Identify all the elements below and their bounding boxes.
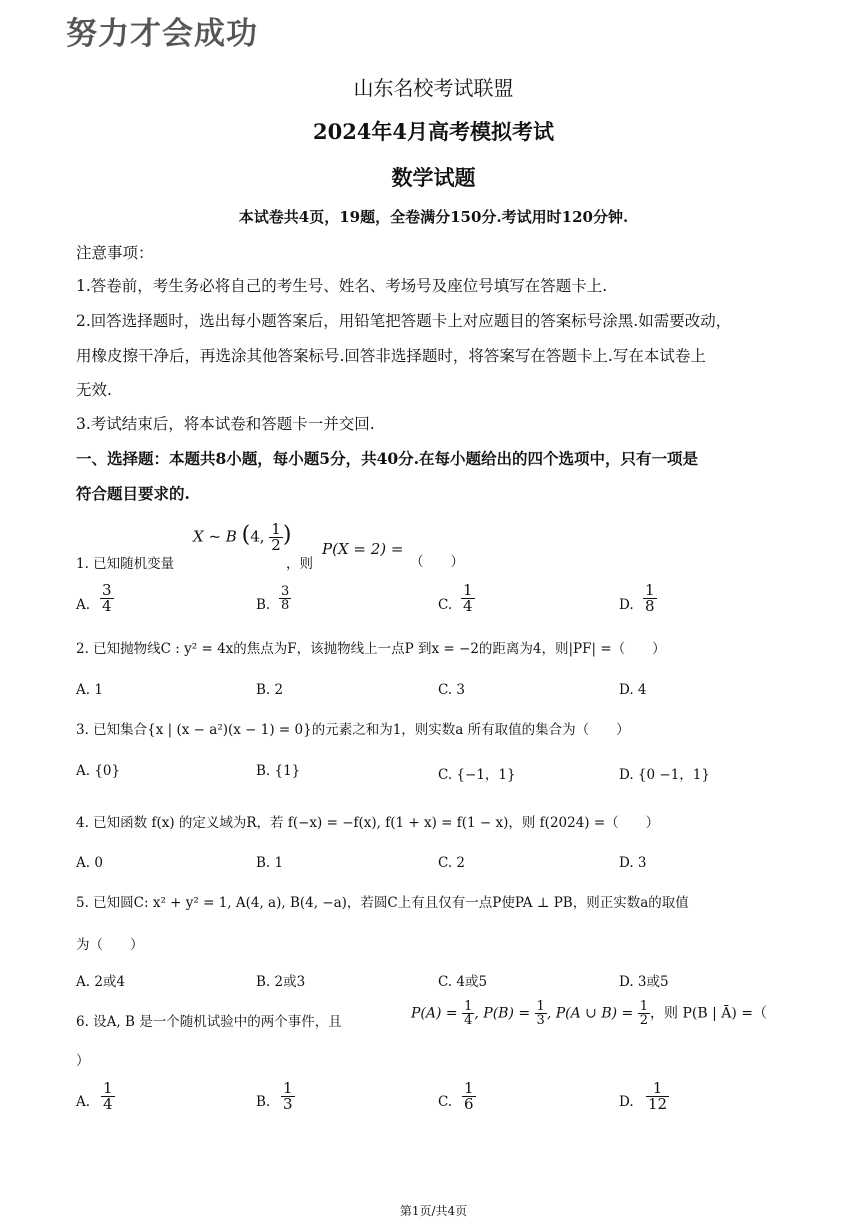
notice-item-2-end: 无效.	[76, 381, 112, 399]
q6-option-b-letter: B.	[256, 1094, 271, 1110]
q6-option-d-num: 1	[646, 1081, 669, 1097]
q4-option-a: A. 0	[76, 855, 103, 871]
section-heading-cont: 符合题目要求的.	[76, 484, 190, 503]
notice-item-1: 1.答卷前，考生务必将自己的考生号、姓名、考场号及座位号填写在答题卡上.	[76, 277, 608, 295]
q3-option-c: C. {−1，1}	[438, 767, 516, 783]
q6-tail: ，则 P(B | Ā) =（	[650, 1005, 768, 1022]
q2-option-d: D. 4	[619, 682, 647, 698]
q1-option-a-letter: A.	[76, 597, 91, 613]
exam-info: 本试卷共4页，19题，全卷满分150分.考试用时120分钟.	[238, 208, 629, 226]
q6-f3-den: 2	[639, 1013, 649, 1028]
page-footer: 第1页/共4页	[399, 1204, 468, 1218]
exam-title: 2024年4月高考模拟考试	[312, 119, 555, 144]
q3-option-b: B. {1}	[256, 763, 301, 779]
q4-option-b: B. 1	[256, 855, 284, 871]
q6-option-b-num: 1	[283, 1079, 293, 1097]
watermark-text: 努力才会成功	[66, 16, 258, 52]
q6-f2-num: 1	[536, 999, 545, 1014]
q4-option-d: D. 3	[619, 855, 647, 871]
q1-option-b-den: 8	[281, 598, 290, 613]
notice-item-3: 3.考试结束后，将本试卷和答题卡一并交回.	[76, 415, 375, 433]
notice-item-2-cont: 用橡皮擦干净后，再选涂其他答案标号.回答非选择题时，将答案写在答题卡上.写在本试卷上	[76, 347, 706, 365]
q6-pa: P(A) =	[411, 1005, 458, 1022]
q1-option-d-den: 8	[645, 597, 655, 615]
q3-option-a: A. {0}	[76, 763, 121, 779]
q2-option-a: A. 1	[76, 682, 103, 698]
q6-option-c-letter: C.	[438, 1094, 453, 1110]
q5-text-cont: 为（ ）	[76, 937, 144, 953]
q3-option-d: D. {0 −1，1}	[619, 767, 710, 783]
q6-f3-num: 1	[639, 999, 649, 1014]
q2-text: 2. 已知抛物线C : y² = 4x的焦点为F，该抛物线上一点P 到x = −2的距离为4，则|PF| =（ ）	[76, 641, 666, 657]
q1-frac-den: 2	[271, 536, 281, 554]
q6-pu: , P(A ∪ B) =	[546, 1005, 634, 1022]
q6-f1-den: 4	[464, 1013, 473, 1028]
q1-option-a-num: 3	[102, 581, 112, 599]
q1-option-a-den: 4	[102, 597, 112, 615]
q6-pb: , P(B) =	[474, 1005, 531, 1022]
q2-option-b: B. 2	[256, 682, 284, 698]
q5-text: 5. 已知圆C: x² + y² = 1, A(4, a), B(4, −a)，若圆C上有且仅有一点P使PA ⊥ PB，则正实数a的取值	[76, 895, 689, 911]
q6-f2-den: 3	[536, 1013, 545, 1028]
notice-item-2: 2.回答选择题时，选出每小题答案后，用铅笔把答题卡上对应题目的答案标号涂黑.如需要改动，	[76, 312, 732, 330]
q1-prob: P(X = 2) =	[322, 540, 404, 558]
q6-option-a-den: 4	[103, 1095, 113, 1113]
q1-option-c-num: 1	[463, 581, 473, 599]
q6-f1-num: 1	[464, 999, 473, 1014]
q6-option-c-den: 6	[464, 1095, 474, 1113]
section-heading: 一、选择题：本题共8小题，每小题5分，共40分.在每小题给出的四个选项中，只有一项是	[76, 449, 699, 468]
q5-option-b: B. 2或3	[256, 974, 306, 990]
q1-frac-num: 1	[271, 520, 281, 538]
q1-option-d-letter: D.	[619, 597, 634, 613]
q1-text: 1. 已知随机变量	[76, 556, 175, 572]
q1-option-b-letter: B.	[256, 597, 271, 613]
q6-option-a-num: 1	[103, 1079, 113, 1097]
org-title: 山东名校考试联盟	[353, 76, 514, 100]
q6-option-a-letter: A.	[76, 1094, 91, 1110]
q6-option-d-den: 12	[648, 1095, 668, 1113]
q1-option-b-num: 3	[281, 584, 290, 599]
q1-option-d-num: 1	[645, 581, 655, 599]
q5-option-a: A. 2或4	[76, 974, 126, 990]
q1-dist: X ~ B (4, $\frac{1}{2}$ )	[193, 520, 292, 554]
q6-text-cont: ）	[76, 1053, 90, 1069]
notice-title: 注意事项：	[76, 244, 154, 262]
q4-text: 4. 已知函数 f(x) 的定义域为R，若 f(−x) = −f(x), f(1 + x) = f(1 − x)，则 f(2024) =（ ）	[76, 815, 660, 831]
q1-option-c-den: 4	[463, 597, 473, 615]
q3-text: 3. 已知集合{x | (x − a²)(x − 1) = 0}的元素之和为1，则实数a 所有取值的集合为（ ）	[76, 722, 630, 738]
q6-option-c-num: 1	[464, 1079, 474, 1097]
q6-text: 6. 设A, B 是一个随机试验中的两个事件，且	[76, 1014, 342, 1030]
q2-option-c: C. 3	[438, 682, 466, 698]
q6-option-d-letter: D.	[619, 1094, 634, 1110]
q6-option-b-den: 3	[283, 1095, 293, 1113]
q1-then: ，则	[286, 556, 313, 572]
q1-dist-label: X ~ B	[193, 527, 237, 546]
q4-option-c: C. 2	[438, 855, 466, 871]
q5-option-c: C. 4或5	[438, 974, 488, 990]
q1-option-c-letter: C.	[438, 597, 453, 613]
q1-paren: （ ）	[410, 554, 464, 570]
q6-formula	[411, 1000, 767, 1027]
q5-option-d: D. 3或5	[619, 974, 669, 990]
subject-title: 数学试题	[391, 165, 476, 190]
